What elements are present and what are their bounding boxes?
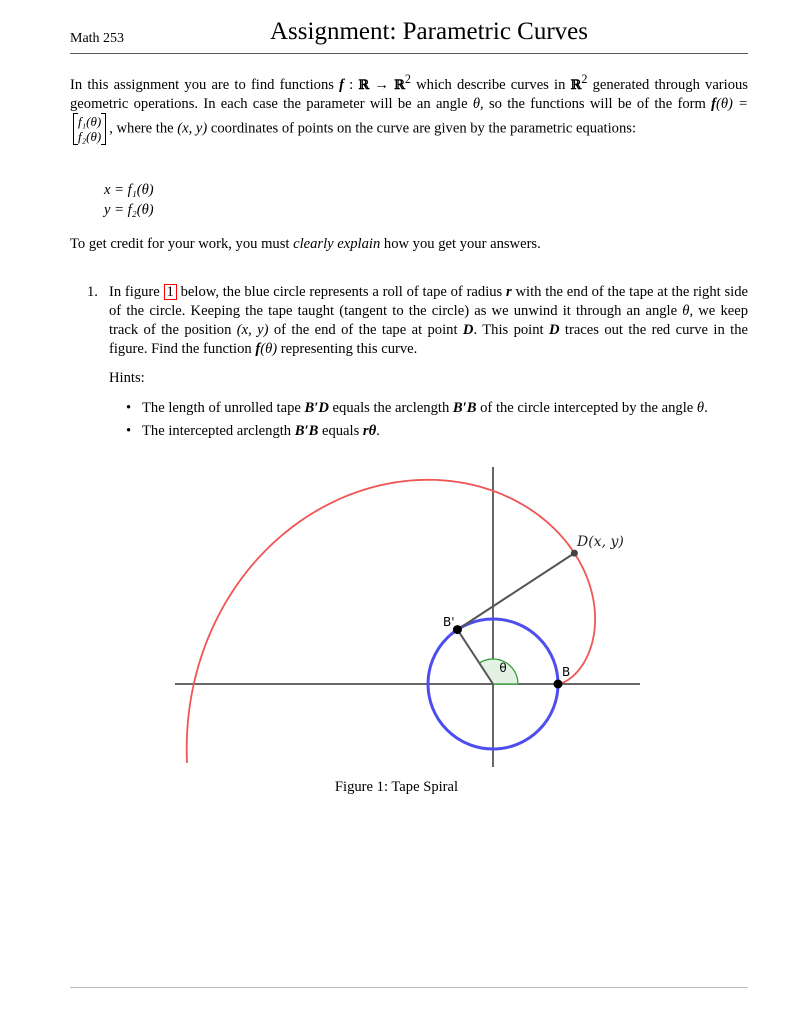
course-label: Math 253 <box>70 31 125 46</box>
equation-x: x = f₁(θ) <box>104 182 154 198</box>
bullet: • <box>126 423 132 439</box>
label-d: D(x, y) <box>577 534 624 550</box>
hint-text: The length of unrolled tape B′D equals the arclength B′B of the circle intercepted by the angle θ. <box>142 400 708 416</box>
figure-reference-link[interactable]: 1 <box>164 284 177 300</box>
problem-number: 1. <box>87 284 98 300</box>
label-b: B <box>562 665 571 679</box>
point-b <box>554 680 563 689</box>
hints-label: Hints: <box>109 370 145 386</box>
label-b-prime: B' <box>443 615 455 629</box>
intro-paragraph: In this assignment you are to find functions f : ℝ → ℝ$^2$ which describe curves in ℝ$^2$ generated through various geometric operations. In each case the parameter will be an angle θ, so the functions will be of the form f(θ) = f₁(θ) f₂(θ), where the (x, y) coordinates of points on the curve are given by the parametric equations: <box>70 72 748 144</box>
tape-tangent-segment <box>457 553 574 629</box>
vector-matrix: f₁(θ) f₂(θ) <box>73 114 106 144</box>
figure-caption: Figure 1: Tape Spiral <box>334 779 459 795</box>
point-d <box>571 550 578 557</box>
credit-note: To get credit for your work, you must clearly explain how you get your answers. <box>70 236 541 252</box>
hint-text: The intercepted arclength B′B equals rθ. <box>142 423 380 439</box>
radius-segment <box>457 630 493 684</box>
bullet: • <box>126 400 132 416</box>
problem-text: In figure 1 below, the blue circle represents a roll of tape of radius r with the end of the tape at the right side of the circle. Keeping the tape taught (tangent to the circle) as we unwind it through an angle θ, we keep track of the position (x, y) of the end of the tape at point D. This point D traces out the red curve in the figure. Find the function f(θ) representing this curve. <box>109 284 748 357</box>
page-title: Assignment: Parametric Curves <box>270 18 588 45</box>
footer-rule <box>70 987 748 988</box>
theta-label: θ <box>499 661 507 675</box>
equation-y: y = f₂(θ) <box>104 202 154 218</box>
involute-curve <box>187 480 595 763</box>
